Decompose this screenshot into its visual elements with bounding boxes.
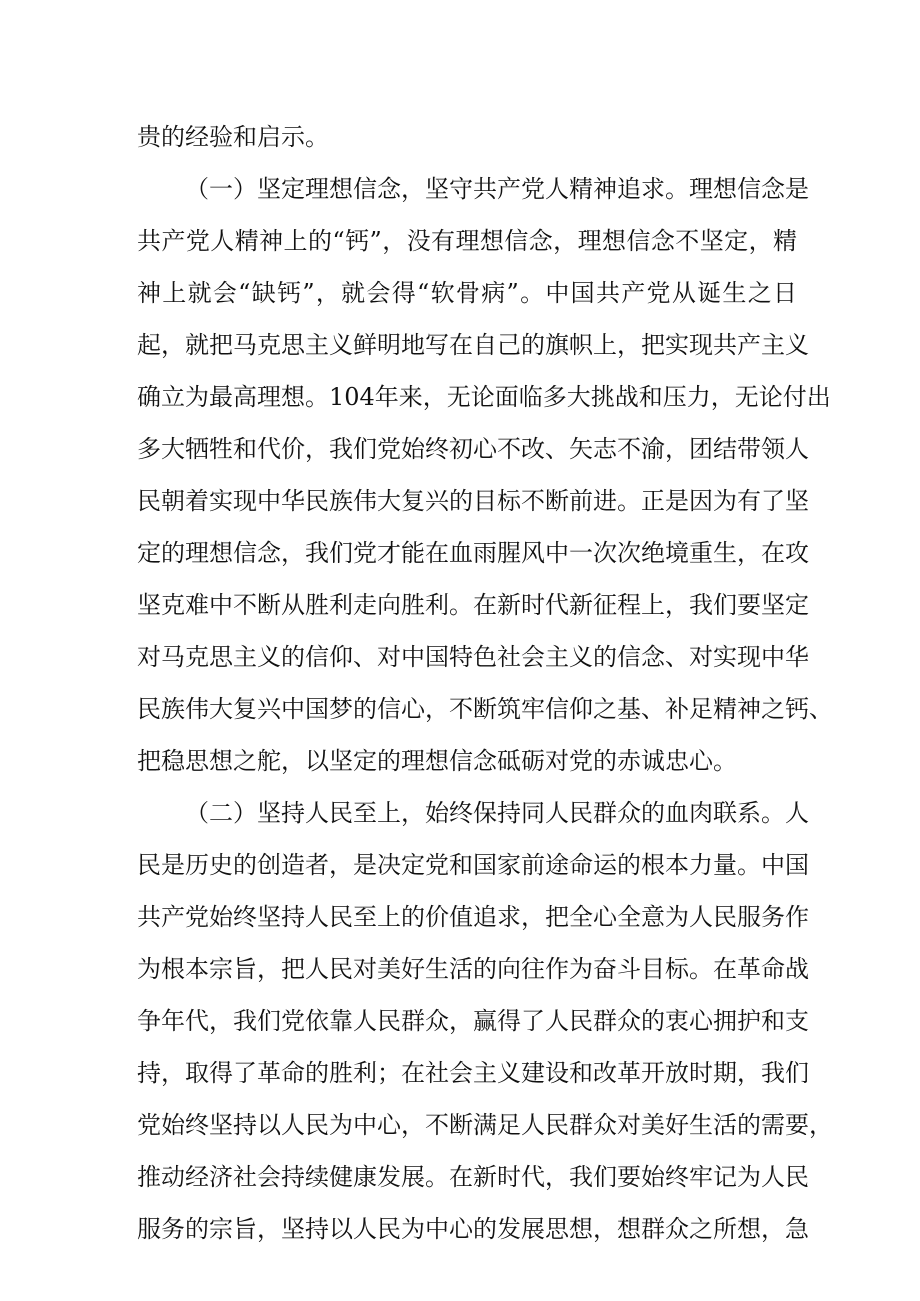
paragraph-2-line-9: 坚克难中不断从胜利走向胜利。在新时代新征程上，我们要坚定 bbox=[137, 591, 809, 619]
paragraph-2-line-12: 把稳思想之舵，以坚定的理想信念砥砺对党的赤诚忠心。 bbox=[137, 747, 737, 775]
paragraph-3-line-7: 党始终坚持以人民为中心，不断满足人民群众对美好生活的需要， bbox=[137, 1111, 833, 1139]
paragraph-2-line-10: 对马克思主义的信仰、对中国特色社会主义的信念、对实现中华 bbox=[137, 643, 809, 671]
paragraph-2-line-11: 民族伟大复兴中国梦的信心，不断筑牢信仰之基、补足精神之钙、 bbox=[137, 695, 833, 723]
paragraph-2-line-8: 定的理想信念，我们党才能在血雨腥风中一次次绝境重生，在攻 bbox=[137, 539, 809, 567]
paragraph-2-line-1: （一）坚定理想信念，坚守共产党人精神追求。理想信念是 bbox=[185, 175, 809, 203]
paragraph-3-line-6: 持，取得了革命的胜利；在社会主义建设和改革开放时期，我们 bbox=[137, 1059, 809, 1087]
paragraph-3-line-2: 民是历史的创造者，是决定党和国家前途命运的根本力量。中国 bbox=[137, 851, 809, 879]
paragraph-3-line-3: 共产党始终坚持人民至上的价值追求，把全心全意为人民服务作 bbox=[137, 903, 809, 931]
paragraph-2-line-2: 共产党人精神上的“钙”，没有理想信念，理想信念不坚定，精 bbox=[137, 227, 797, 255]
paragraph-2-line-5: 确立为最高理想。104年来，无论面临多大挑战和压力，无论付出 bbox=[137, 383, 831, 411]
paragraph-2-line-6: 多大牺牲和代价，我们党始终初心不改、矢志不渝，团结带领人 bbox=[137, 435, 809, 463]
paragraph-3-line-4: 为根本宗旨，把人民对美好生活的向往作为奋斗目标。在革命战 bbox=[137, 955, 809, 983]
paragraph-3-line-5: 争年代，我们党依靠人民群众，赢得了人民群众的衷心拥护和支 bbox=[137, 1007, 809, 1035]
paragraph-1-line-1: 贵的经验和启示。 bbox=[137, 123, 329, 151]
paragraph-2-line-3: 神上就会“缺钙”，就会得“软骨病”。中国共产党从诞生之日 bbox=[137, 279, 797, 307]
paragraph-3-line-8: 推动经济社会持续健康发展。在新时代，我们要始终牢记为人民 bbox=[137, 1163, 809, 1191]
paragraph-2-line-4: 起，就把马克思主义鲜明地写在自己的旗帜上，把实现共产主义 bbox=[137, 331, 809, 359]
paragraph-3-line-9: 服务的宗旨，坚持以人民为中心的发展思想，想群众之所想，急 bbox=[137, 1215, 809, 1243]
paragraph-2-line-7: 民朝着实现中华民族伟大复兴的目标不断前进。正是因为有了坚 bbox=[137, 487, 809, 515]
paragraph-3-line-1: （二）坚持人民至上，始终保持同人民群众的血肉联系。人 bbox=[185, 799, 809, 827]
